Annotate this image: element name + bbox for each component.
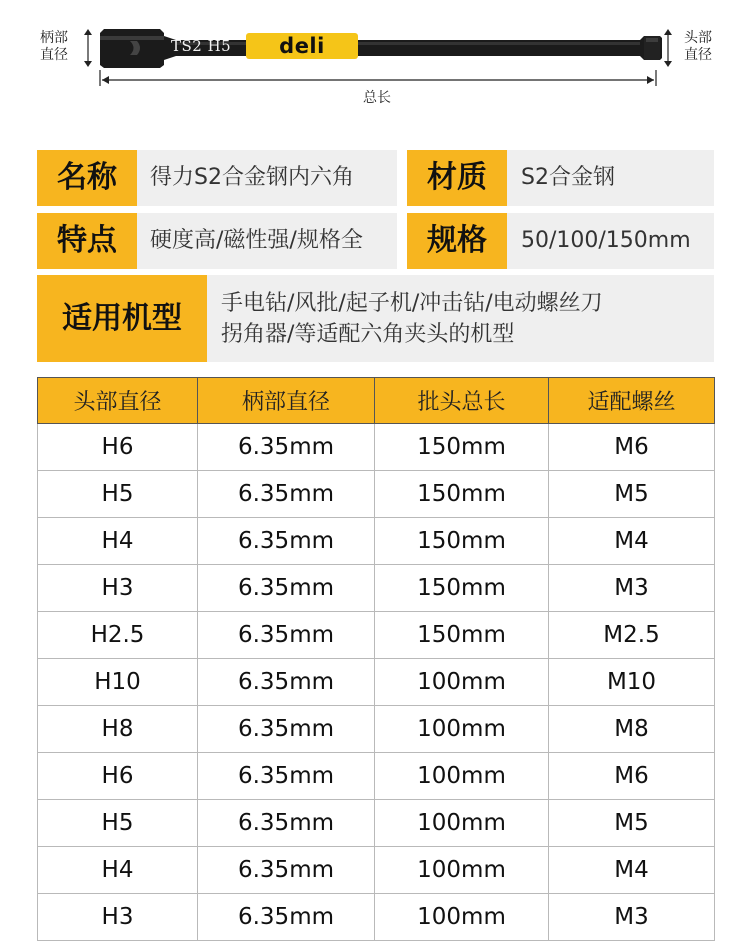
cell: 6.35mm (198, 424, 375, 471)
cell: 6.35mm (198, 471, 375, 518)
shank-diameter-label: 柄部 直径 (40, 30, 68, 63)
table-row (38, 847, 715, 894)
cell: 100mm (375, 800, 549, 847)
cell: H6 (38, 753, 198, 800)
spec-gap (397, 213, 407, 269)
cell: H8 (38, 706, 198, 753)
cell: 6.35mm (198, 518, 375, 565)
table-row (38, 565, 715, 612)
table-header-row (38, 378, 715, 424)
spec-gap (397, 150, 407, 206)
models-value (221, 288, 603, 350)
table-row (38, 424, 715, 471)
table-row (38, 894, 715, 941)
table-row (38, 753, 715, 800)
cell: 100mm (375, 659, 549, 706)
feature-key: 特点 (37, 213, 137, 269)
cell: M4 (549, 518, 715, 565)
cell: M2.5 (549, 612, 715, 659)
table-row (38, 612, 715, 659)
cell: M6 (549, 424, 715, 471)
total-length-label: 总长 (363, 90, 391, 106)
cell: H5 (38, 471, 198, 518)
header-shank-diameter: 柄部直径 (198, 378, 375, 424)
cell: 150mm (375, 471, 549, 518)
cell: M10 (549, 659, 715, 706)
cell: 6.35mm (198, 800, 375, 847)
cell: M8 (549, 706, 715, 753)
cell: H6 (38, 424, 198, 471)
cell: M3 (549, 894, 715, 941)
cell: 100mm (375, 706, 549, 753)
cell: M6 (549, 753, 715, 800)
brand-logo: deli (246, 33, 358, 59)
cell: 6.35mm (198, 753, 375, 800)
cell: 150mm (375, 612, 549, 659)
material-value: S2合金钢 (521, 165, 615, 190)
cell: 6.35mm (198, 659, 375, 706)
header-fit-screw: 适配螺丝 (549, 378, 715, 424)
cell: 150mm (375, 565, 549, 612)
table-row (38, 706, 715, 753)
material-key: 材质 (407, 150, 507, 206)
cell: 6.35mm (198, 612, 375, 659)
header-head-diameter: 头部直径 (38, 378, 198, 424)
cell: H4 (38, 518, 198, 565)
models-line-1: 手电钻/风批/起子机/冲击钻/电动螺丝刀 (221, 291, 603, 316)
spec-row-name (37, 150, 714, 206)
bit-marking: TS2 H5 (171, 37, 232, 55)
cell: M4 (549, 847, 715, 894)
cell: M5 (549, 800, 715, 847)
cell: H3 (38, 565, 198, 612)
cell: M5 (549, 471, 715, 518)
name-value: 得力S2合金钢内六角 (150, 165, 354, 190)
size-key: 规格 (407, 213, 507, 269)
header-total-length: 批头总长 (375, 378, 549, 424)
models-key: 适用机型 (37, 275, 207, 362)
cell: H10 (38, 659, 198, 706)
cell: 6.35mm (198, 706, 375, 753)
table-row (38, 800, 715, 847)
table-row (38, 518, 715, 565)
cell: H5 (38, 800, 198, 847)
cell: 6.35mm (198, 894, 375, 941)
cell: 100mm (375, 847, 549, 894)
cell: 6.35mm (198, 847, 375, 894)
feature-value: 硬度高/磁性强/规格全 (150, 228, 363, 253)
spec-row-models (37, 275, 714, 362)
cell: H3 (38, 894, 198, 941)
cell: M3 (549, 565, 715, 612)
cell: 150mm (375, 424, 549, 471)
models-line-2: 拐角器/等适配六角夹头的机型 (221, 322, 515, 347)
cell: H2.5 (38, 612, 198, 659)
bit-diagram (0, 0, 750, 120)
spec-row-feature (37, 213, 714, 269)
cell: 100mm (375, 753, 549, 800)
cell: 6.35mm (198, 565, 375, 612)
cell: H4 (38, 847, 198, 894)
cell: 150mm (375, 518, 549, 565)
head-diameter-label: 头部 直径 (684, 30, 712, 63)
cell: 100mm (375, 894, 549, 941)
size-value: 50/100/150mm (521, 228, 691, 253)
name-key: 名称 (37, 150, 137, 206)
table-row (38, 659, 715, 706)
spec-table (37, 377, 715, 941)
table-row (38, 471, 715, 518)
